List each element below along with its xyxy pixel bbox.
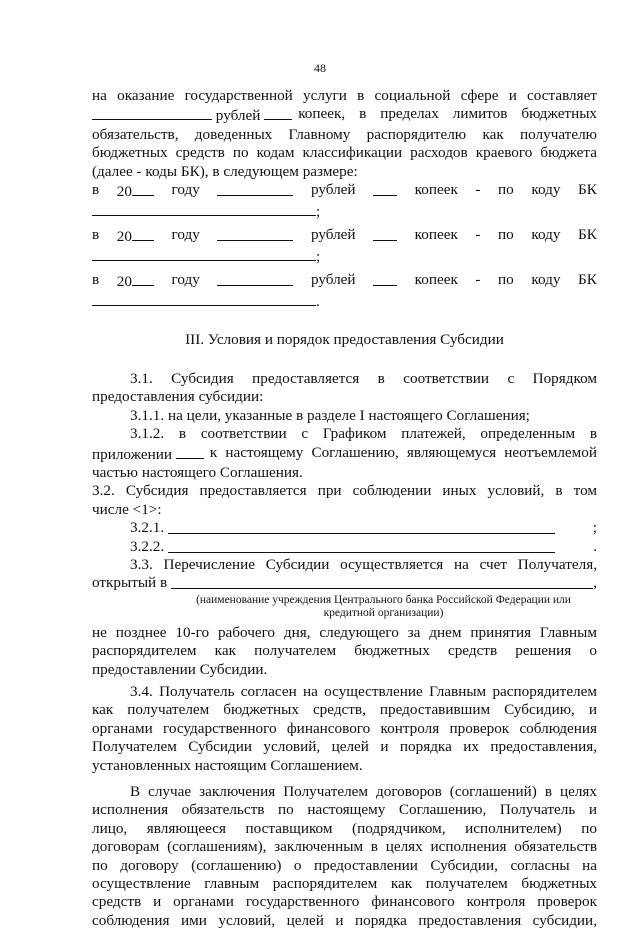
clause-3-1-2-line-2: приложении к настоящему Соглашению, являющемуся неотъемлемой <box>92 443 597 463</box>
clause-3-1-2-line-1: 3.1.2. в соответствии с Графиком платежей, определенным в <box>130 425 597 443</box>
clause-3-4-line-3: органами государственного финансового контроля проверок соблюдения <box>92 719 597 737</box>
clause-3-3-line-2: открытый в , <box>92 574 597 592</box>
contracts-line-2: исполнения обязательств по настоящему Соглашению, Получатель и <box>92 801 597 819</box>
intro-line-3: обязательств, доведенных Главному распорядителю как получателю <box>92 125 597 143</box>
clause-3-4-line-4: Получателем Субсидии условий, целей и порядка их предоставления, <box>92 738 597 756</box>
clause-3-3-line-4: распорядителем как получателем бюджетных средств решения о <box>92 642 597 660</box>
clause-3-4-line-5: установленных настоящим Соглашением. <box>92 756 363 774</box>
intro-line-1: на оказание государственной услуги в социальной сфере и составляет <box>92 87 597 104</box>
contracts-line-5: по договору (соглашению) о предоставлении Субсидии, согласны на <box>92 856 597 874</box>
kopeck-blank <box>264 105 292 120</box>
year-row-1: в 20 году рублей копеек - по коду БК ; <box>92 181 597 221</box>
year-row-2: в 20 году рублей копеек - по коду БК ; <box>92 225 597 266</box>
contracts-line-4: договорам (соглашениям), заключенным в целях исполнения обязательств <box>92 838 597 856</box>
year-row-3: в 20 году рублей копеек - по коду БК . <box>92 270 597 311</box>
contracts-line-8: соблюдения ими условий, целей и порядка предоставления субсидии, <box>92 911 597 929</box>
clause-3-4-line-1: 3.4. Получатель согласен на осуществление Главным распорядителем <box>130 682 597 700</box>
clause-3-1-line-1: 3.1. Субсидия предоставляется в соответствии с Порядком <box>130 369 597 387</box>
clause-3-2-line-2: числе <1>: <box>92 500 162 518</box>
clause-3-2-2: 3.2.2. . <box>130 537 597 555</box>
page-number: 48 <box>314 61 326 75</box>
contracts-line-3: лицо, являющееся поставщиком (подрядчиком, исполнителем) по <box>92 819 597 837</box>
bank-name-blank <box>171 574 593 589</box>
bank-caption: (наименование учреждения Центрального банка Российской Федерации или кредитной организации) <box>196 593 571 619</box>
clause-3-3-line-1: 3.3. Перечисление Субсидии осуществляется на счет Получателя, <box>130 555 597 573</box>
intro-line-2: рублей копеек, в пределах лимитов бюджетных <box>92 105 597 125</box>
section-heading: III. Условия и порядок предоставления Субсидии <box>185 331 504 349</box>
contracts-line-6: осуществление главным распорядителем как получателем бюджетных <box>92 875 597 893</box>
appendix-number-blank <box>176 444 204 459</box>
clause-3-3-line-5: предоставлении Субсидии. <box>92 660 268 678</box>
clause-3-1-2-line-3: частью настоящего Соглашения. <box>92 463 303 481</box>
contracts-line-7: средств и органами государственного финансового контроля проверок <box>92 893 597 911</box>
intro-line-4: бюджетных средств по кодам классификации расходов краевого бюджета <box>92 144 597 162</box>
bk-code-blank <box>92 201 316 216</box>
contracts-line-1: В случае заключения Получателем договоров (соглашений) в целях <box>130 783 597 800</box>
intro-line-5: (далее - коды БК), в следующем размере: <box>92 162 358 180</box>
clause-3-4-line-2: как получателем бюджетных средств, предоставившим Субсидию, и <box>92 701 597 719</box>
bk-code-blank <box>92 246 316 261</box>
document-body <box>92 87 597 930</box>
clause-3-1-1: 3.1.1. на цели, указанные в разделе I настоящего Соглашения; <box>130 406 530 424</box>
clause-3-2-line-1: 3.2. Субсидия предоставляется при соблюдении иных условий, в том <box>92 482 597 500</box>
clause-3-3-line-3: не позднее 10-го рабочего дня, следующего за днем принятия Главным <box>92 623 597 641</box>
amount-blank <box>92 105 212 120</box>
bk-code-blank <box>92 291 316 306</box>
clause-3-2-1: 3.2.1. ; <box>130 519 597 537</box>
clause-3-1-line-2: предоставления субсидии: <box>92 388 264 406</box>
